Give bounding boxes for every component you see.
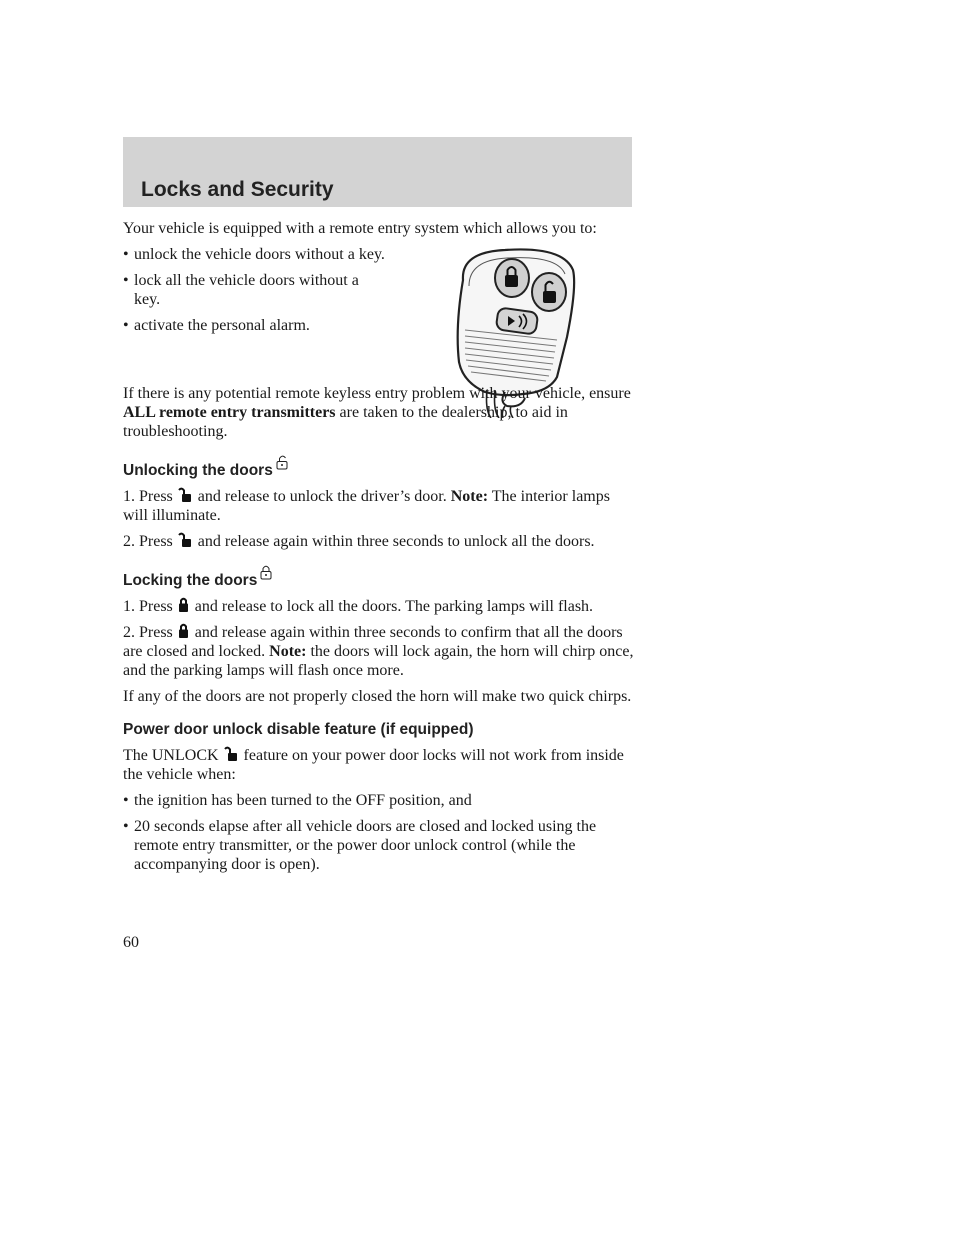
page-number: 60 bbox=[123, 934, 139, 951]
transmitters-emphasis: ALL remote entry transmitters bbox=[123, 404, 336, 421]
lock-step-1: 1. Press and release to lock all the doors. The parking lamps will flash. bbox=[123, 598, 594, 615]
lock-button-icon bbox=[178, 597, 189, 612]
disable-feature-intro: The UNLOCK feature on your power door locks will not work from inside the vehicle when: bbox=[123, 747, 624, 783]
unlocking-heading: Unlocking the doors bbox=[123, 455, 638, 480]
list-item: • 20 seconds elapse after all vehicle doors are closed and locked using the remote entry transmitter, or the power door unlock control (while the accompanying door is open). bbox=[123, 818, 597, 873]
list-item: • lock all the vehicle doors without a key. bbox=[123, 272, 359, 308]
lock-outline-icon bbox=[260, 565, 272, 580]
bullet-icon: • bbox=[123, 246, 129, 263]
lock-step-2: 2. Press and release again within three seconds to confirm that all the doors are closed and locked. Note: the doors will lock again, the horn will chirp once, and the parking lamps will flash once more. bbox=[123, 624, 634, 679]
unlock-button-icon bbox=[224, 746, 238, 761]
unlock-step-1: 1. Press and release to unlock the driver’s door. Note: The interior lamps will illuminate. bbox=[123, 488, 610, 524]
locking-heading: Locking the doors bbox=[123, 565, 638, 590]
unlock-button-icon bbox=[178, 532, 192, 547]
unlock-outline-icon bbox=[276, 455, 289, 470]
bullet-icon: • bbox=[123, 272, 129, 289]
intro-bullet-list bbox=[123, 245, 388, 335]
bullet-icon: • bbox=[123, 818, 129, 835]
section-title: Locks and Security bbox=[141, 178, 334, 201]
troubleshoot-paragraph: If there is any potential remote keyless entry problem with your vehicle, ensure ALL remote entry transmitters are taken to the dealership, to aid in troubleshooting. bbox=[123, 385, 631, 440]
list-item: • activate the personal alarm. bbox=[123, 317, 310, 334]
chirps-paragraph: If any of the doors are not properly closed the horn will make two quick chirps. bbox=[123, 688, 632, 705]
disable-feature-heading: Power door unlock disable feature (if equipped) bbox=[123, 721, 474, 738]
intro-text: Your vehicle is equipped with a remote entry system which allows you to: bbox=[123, 220, 597, 237]
unlock-button-icon bbox=[178, 487, 192, 502]
bullet-icon: • bbox=[123, 317, 129, 334]
unlock-step-2: 2. Press and release again within three seconds to unlock all the doors. bbox=[123, 533, 595, 550]
lock-button-icon bbox=[178, 623, 189, 638]
bullet-icon: • bbox=[123, 792, 129, 809]
page-content bbox=[123, 219, 638, 874]
list-item: • the ignition has been turned to the OFF position, and bbox=[123, 792, 472, 809]
list-item: • unlock the vehicle doors without a key. bbox=[123, 246, 385, 263]
